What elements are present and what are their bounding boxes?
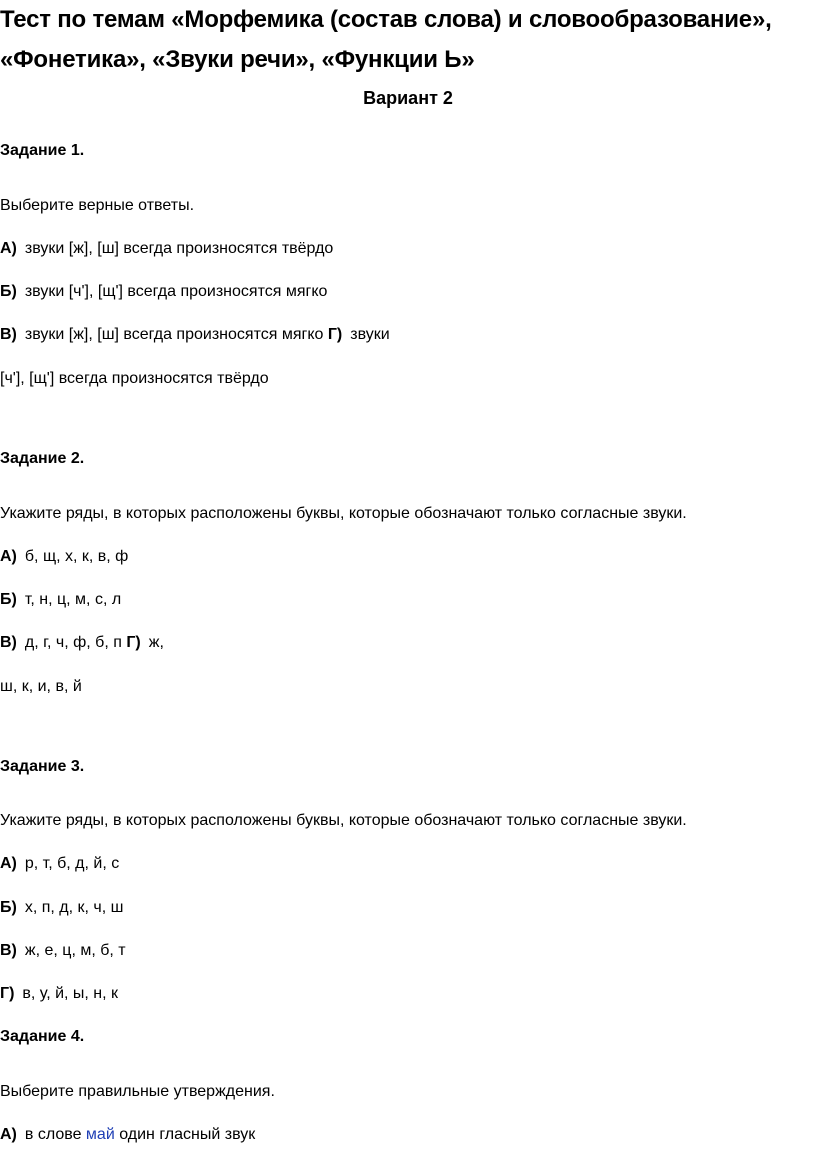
task3-option-c (0, 940, 126, 962)
option-letter: Г) (0, 985, 15, 1002)
task1-option-a (0, 238, 333, 260)
document-title: Тест по темам «Морфемика (состав слова) и словообразование», «Фонетика», «Звуки речи», «Функции Ь» (0, 6, 772, 73)
option-text: звуки (350, 326, 390, 343)
option-text: в слове (24, 1126, 82, 1143)
option-text: ж, (148, 634, 164, 651)
option-text: т, н, ц, м, с, л (24, 591, 122, 608)
task2-option-b (0, 589, 121, 611)
option-text: звуки [ж], [ш] всегда произносятся мягко (24, 326, 324, 343)
option-text: один гласный звук (119, 1126, 256, 1143)
task3-option-d (0, 983, 118, 1005)
task1-prompt: Выберите верные ответы. (0, 197, 195, 214)
option-text: звуки [ч'], [щ'] всегда произносятся мягко (24, 283, 328, 300)
task3-prompt: Укажите ряды, в которых расположены буквы, которые обозначают только согласные звуки. (0, 812, 687, 829)
task1-option-b (0, 281, 327, 303)
option-letter: А) (0, 240, 17, 257)
highlighted-word: май (85, 1126, 115, 1143)
option-text: звуки [ж], [ш] всегда произносятся твёрдо (24, 240, 334, 257)
option-text: д, г, ч, ф, б, п (24, 634, 122, 651)
task2-heading: Задание 2. (0, 450, 85, 467)
option-letter: А) (0, 548, 17, 565)
task3-heading: Задание 3. (0, 758, 85, 775)
option-letter: Г) (126, 634, 141, 651)
option-text: в, у, й, ы, н, к (22, 985, 119, 1002)
option-letter: Б) (0, 283, 17, 300)
task4-option-a (0, 1124, 255, 1146)
option-letter: Б) (0, 899, 17, 916)
task1-option-c (0, 324, 390, 346)
option-letter: Г) (327, 326, 343, 343)
option-text: б, щ, х, к, в, ф (24, 548, 129, 565)
task4-heading: Задание 4. (0, 1028, 85, 1045)
task2-option-a (0, 546, 128, 568)
task3-option-b (0, 897, 123, 919)
option-letter: В) (0, 942, 17, 959)
option-text: ж, е, ц, м, б, т (24, 942, 126, 959)
task3-option-a (0, 853, 119, 875)
variant-heading: Вариант 2 (363, 88, 453, 108)
task4-prompt: Выберите правильные утверждения. (0, 1083, 275, 1100)
option-letter: Б) (0, 591, 17, 608)
task1-option-d-continuation: [ч'], [щ'] всегда произносятся твёрдо (0, 370, 269, 387)
task2-option-c (0, 632, 164, 654)
option-text: р, т, б, д, й, с (24, 855, 120, 872)
option-letter: А) (0, 855, 17, 872)
task1-heading: Задание 1. (0, 142, 85, 159)
option-letter: В) (0, 634, 17, 651)
option-letter: В) (0, 326, 17, 343)
task2-prompt: Укажите ряды, в которых расположены буквы, которые обозначают только согласные звуки. (0, 505, 687, 522)
option-letter: А) (0, 1126, 17, 1143)
task2-option-d-continuation: ш, к, и, в, й (0, 678, 82, 695)
option-text: х, п, д, к, ч, ш (24, 899, 124, 916)
